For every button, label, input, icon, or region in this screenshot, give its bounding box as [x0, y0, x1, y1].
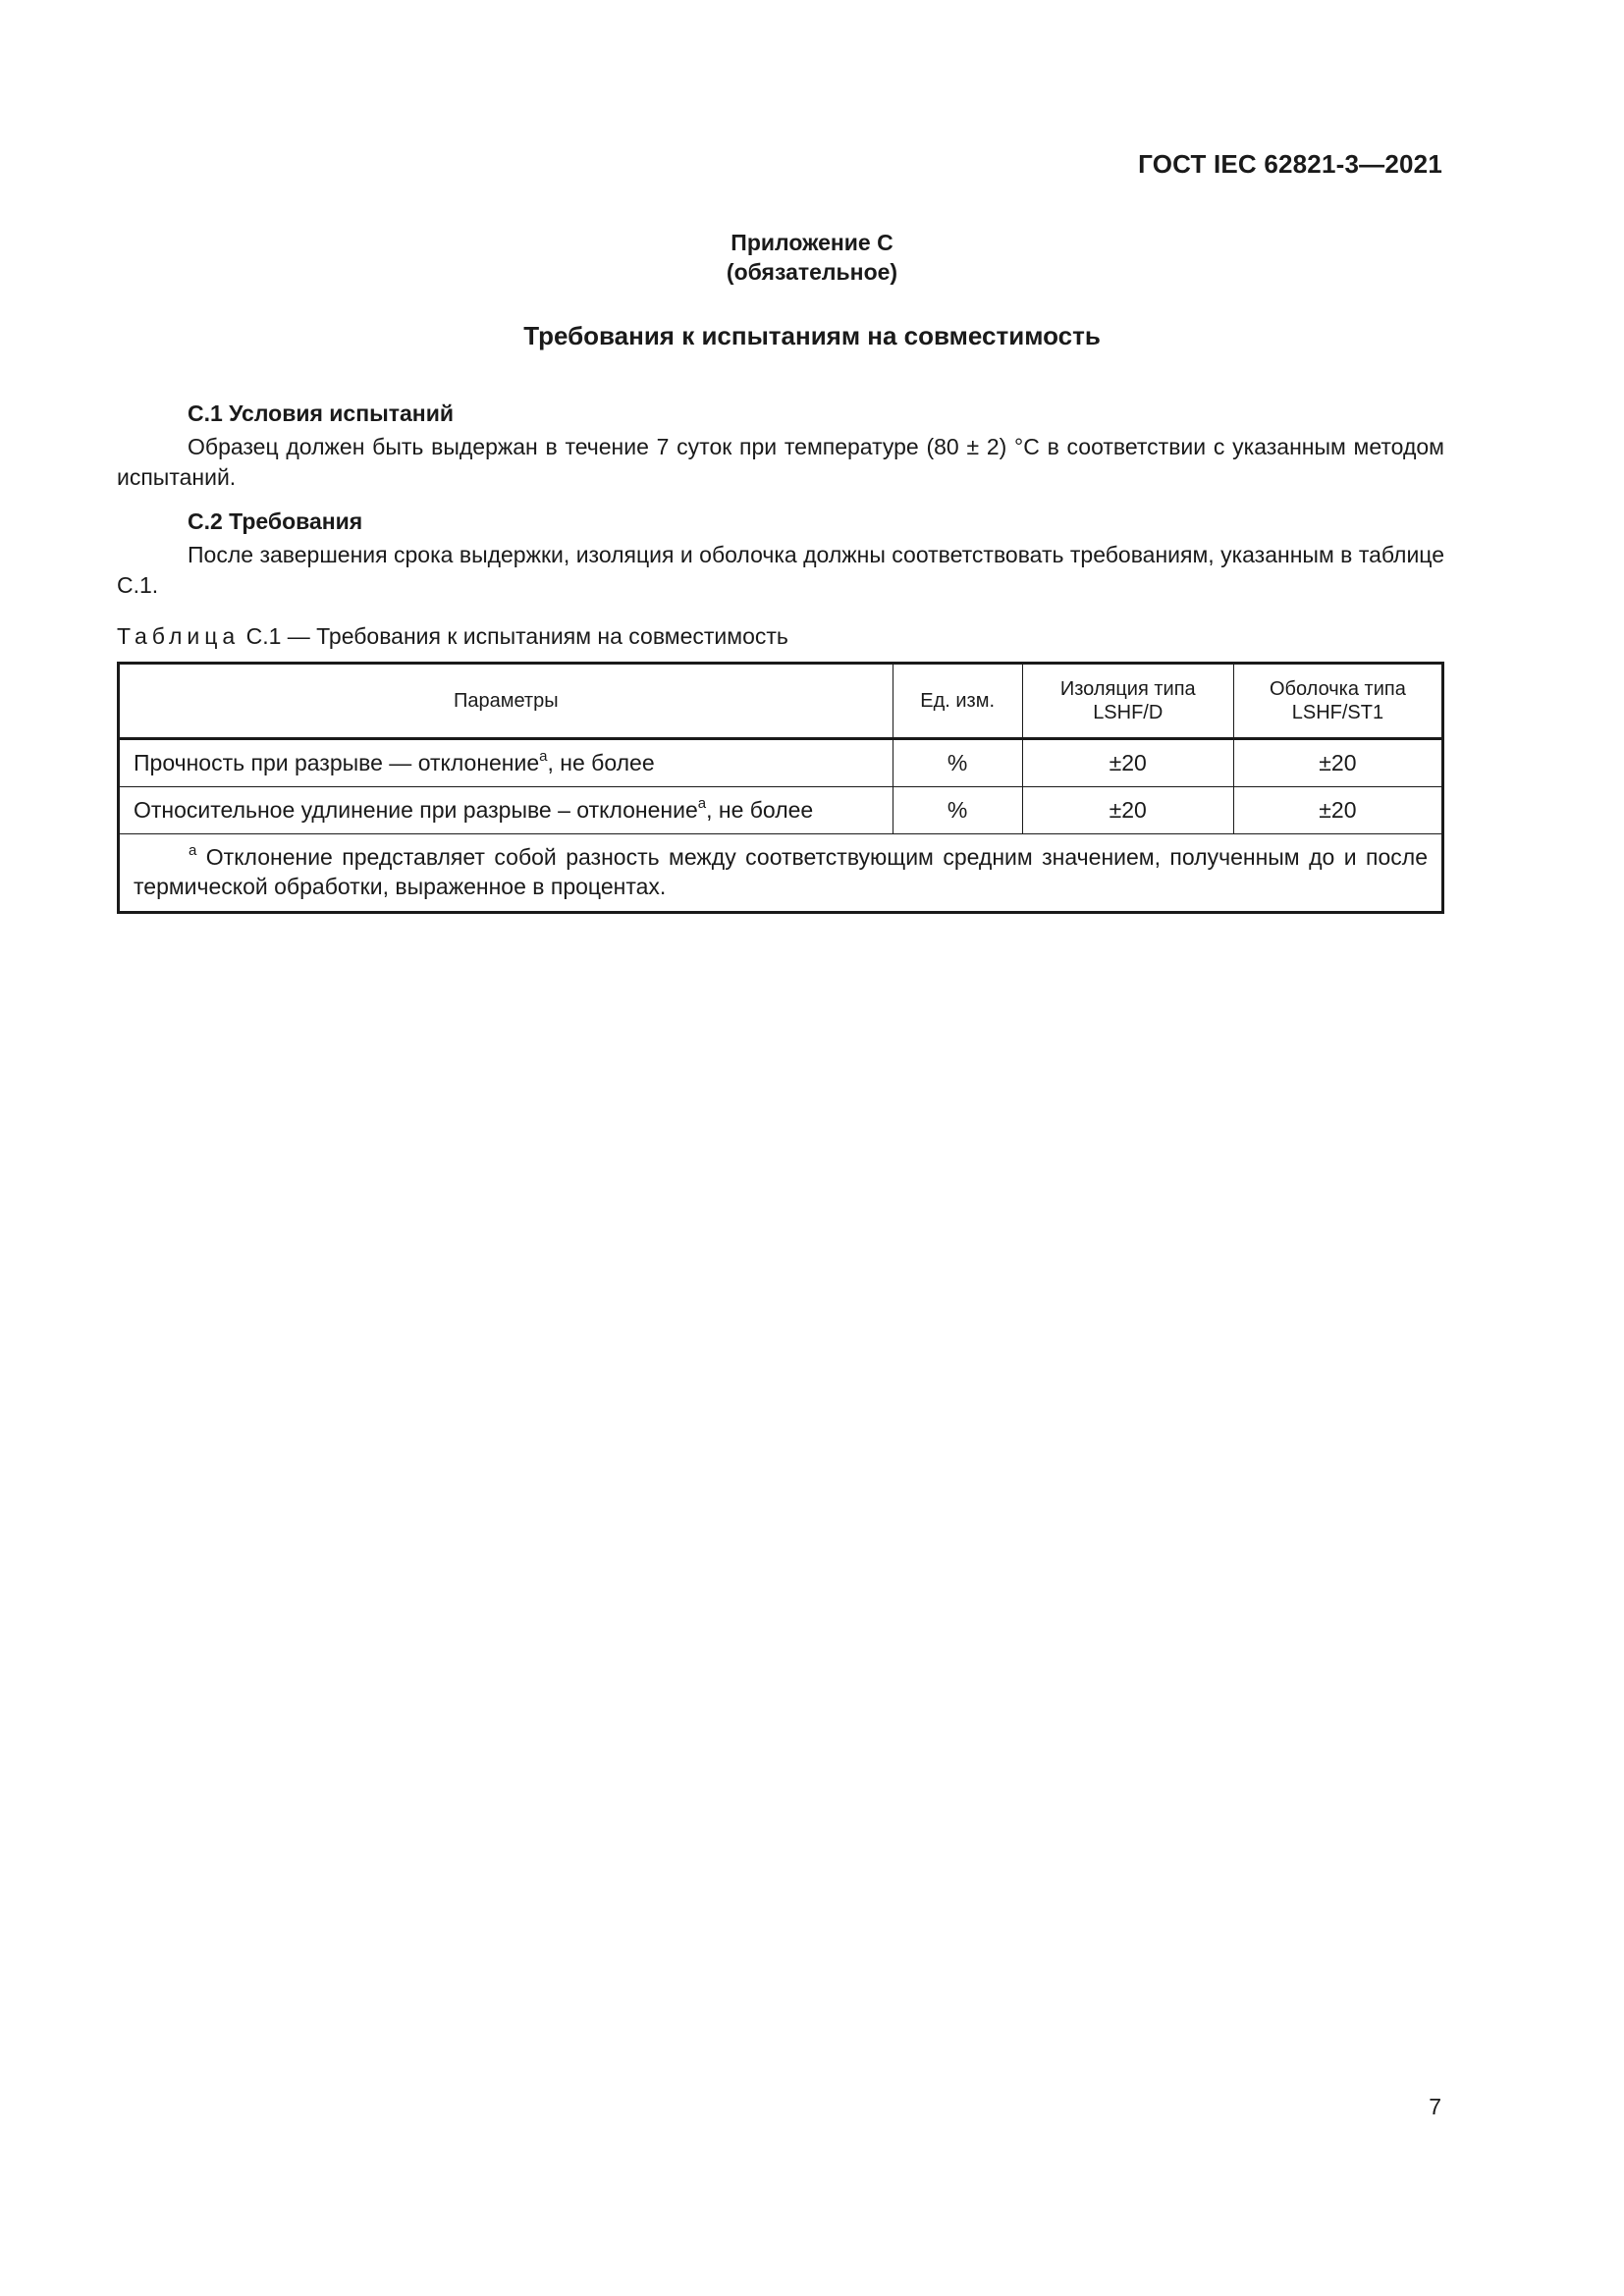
table-header-row: [119, 664, 1443, 739]
appendix-title: Требования к испытаниям на совместимость: [523, 321, 1101, 350]
table-caption-label: Таблица: [117, 623, 241, 649]
section-c1: [117, 399, 1444, 493]
cell-param: Относительное удлинение при разрыве – отклонение$^a$, не более: [119, 787, 893, 834]
header-unit: Ед. изм.: [893, 664, 1022, 739]
table-caption-text: С.1 — Требования к испытаниям на совместимость: [245, 623, 788, 649]
section-heading: С.1 Условия испытаний: [188, 400, 454, 426]
document-code: ГОСТ IEC 62821-3—2021: [1138, 149, 1442, 179]
footnote-text: Отклонение представляет собой разность между соответствующим средним значением, полученным до и после термической обработки, выраженное в процентах.: [134, 844, 1428, 899]
table-row: [119, 739, 1443, 787]
footnote-mark: a: [539, 748, 548, 766]
section-paragraph: Образец должен быть выдержан в течение 7 суток при температуре (80 ± 2) °С в соответствии с указанным методом испытаний.: [117, 434, 1444, 490]
cell-insulation: ±20: [1022, 787, 1233, 834]
footnote-mark: a: [189, 842, 197, 860]
requirements-table: [117, 662, 1444, 914]
cell-param: Прочность при разрыве — отклонение$^a$, не более: [119, 739, 893, 787]
page-number: 7: [1429, 2094, 1441, 2119]
cell-unit: %: [893, 787, 1022, 834]
table-footnote-row: [119, 834, 1443, 913]
table-row: [119, 787, 1443, 834]
header-insulation: Изоляция типа LSHF/D: [1022, 664, 1233, 739]
appendix-status: (обязательное): [726, 259, 898, 285]
cell-sheath: ±20: [1233, 787, 1442, 834]
header-param: Параметры: [119, 664, 893, 739]
cell-insulation: ±20: [1022, 739, 1233, 787]
section-paragraph: После завершения срока выдержки, изоляция и оболочка должны соответствовать требованиям, указанным в таблице С.1.: [117, 542, 1444, 598]
appendix-label: Приложение С: [731, 230, 893, 255]
table-caption: [117, 621, 1444, 652]
cell-sheath: ±20: [1233, 739, 1442, 787]
document-body: [117, 399, 1444, 914]
footnote-mark: a: [697, 795, 707, 813]
header-sheath: Оболочка типа LSHF/ST1: [1233, 664, 1442, 739]
section-heading: С.2 Требования: [188, 508, 363, 534]
table-footnote: [119, 834, 1443, 913]
appendix-header: [0, 228, 1624, 287]
cell-unit: %: [893, 739, 1022, 787]
section-c2: [117, 507, 1444, 601]
